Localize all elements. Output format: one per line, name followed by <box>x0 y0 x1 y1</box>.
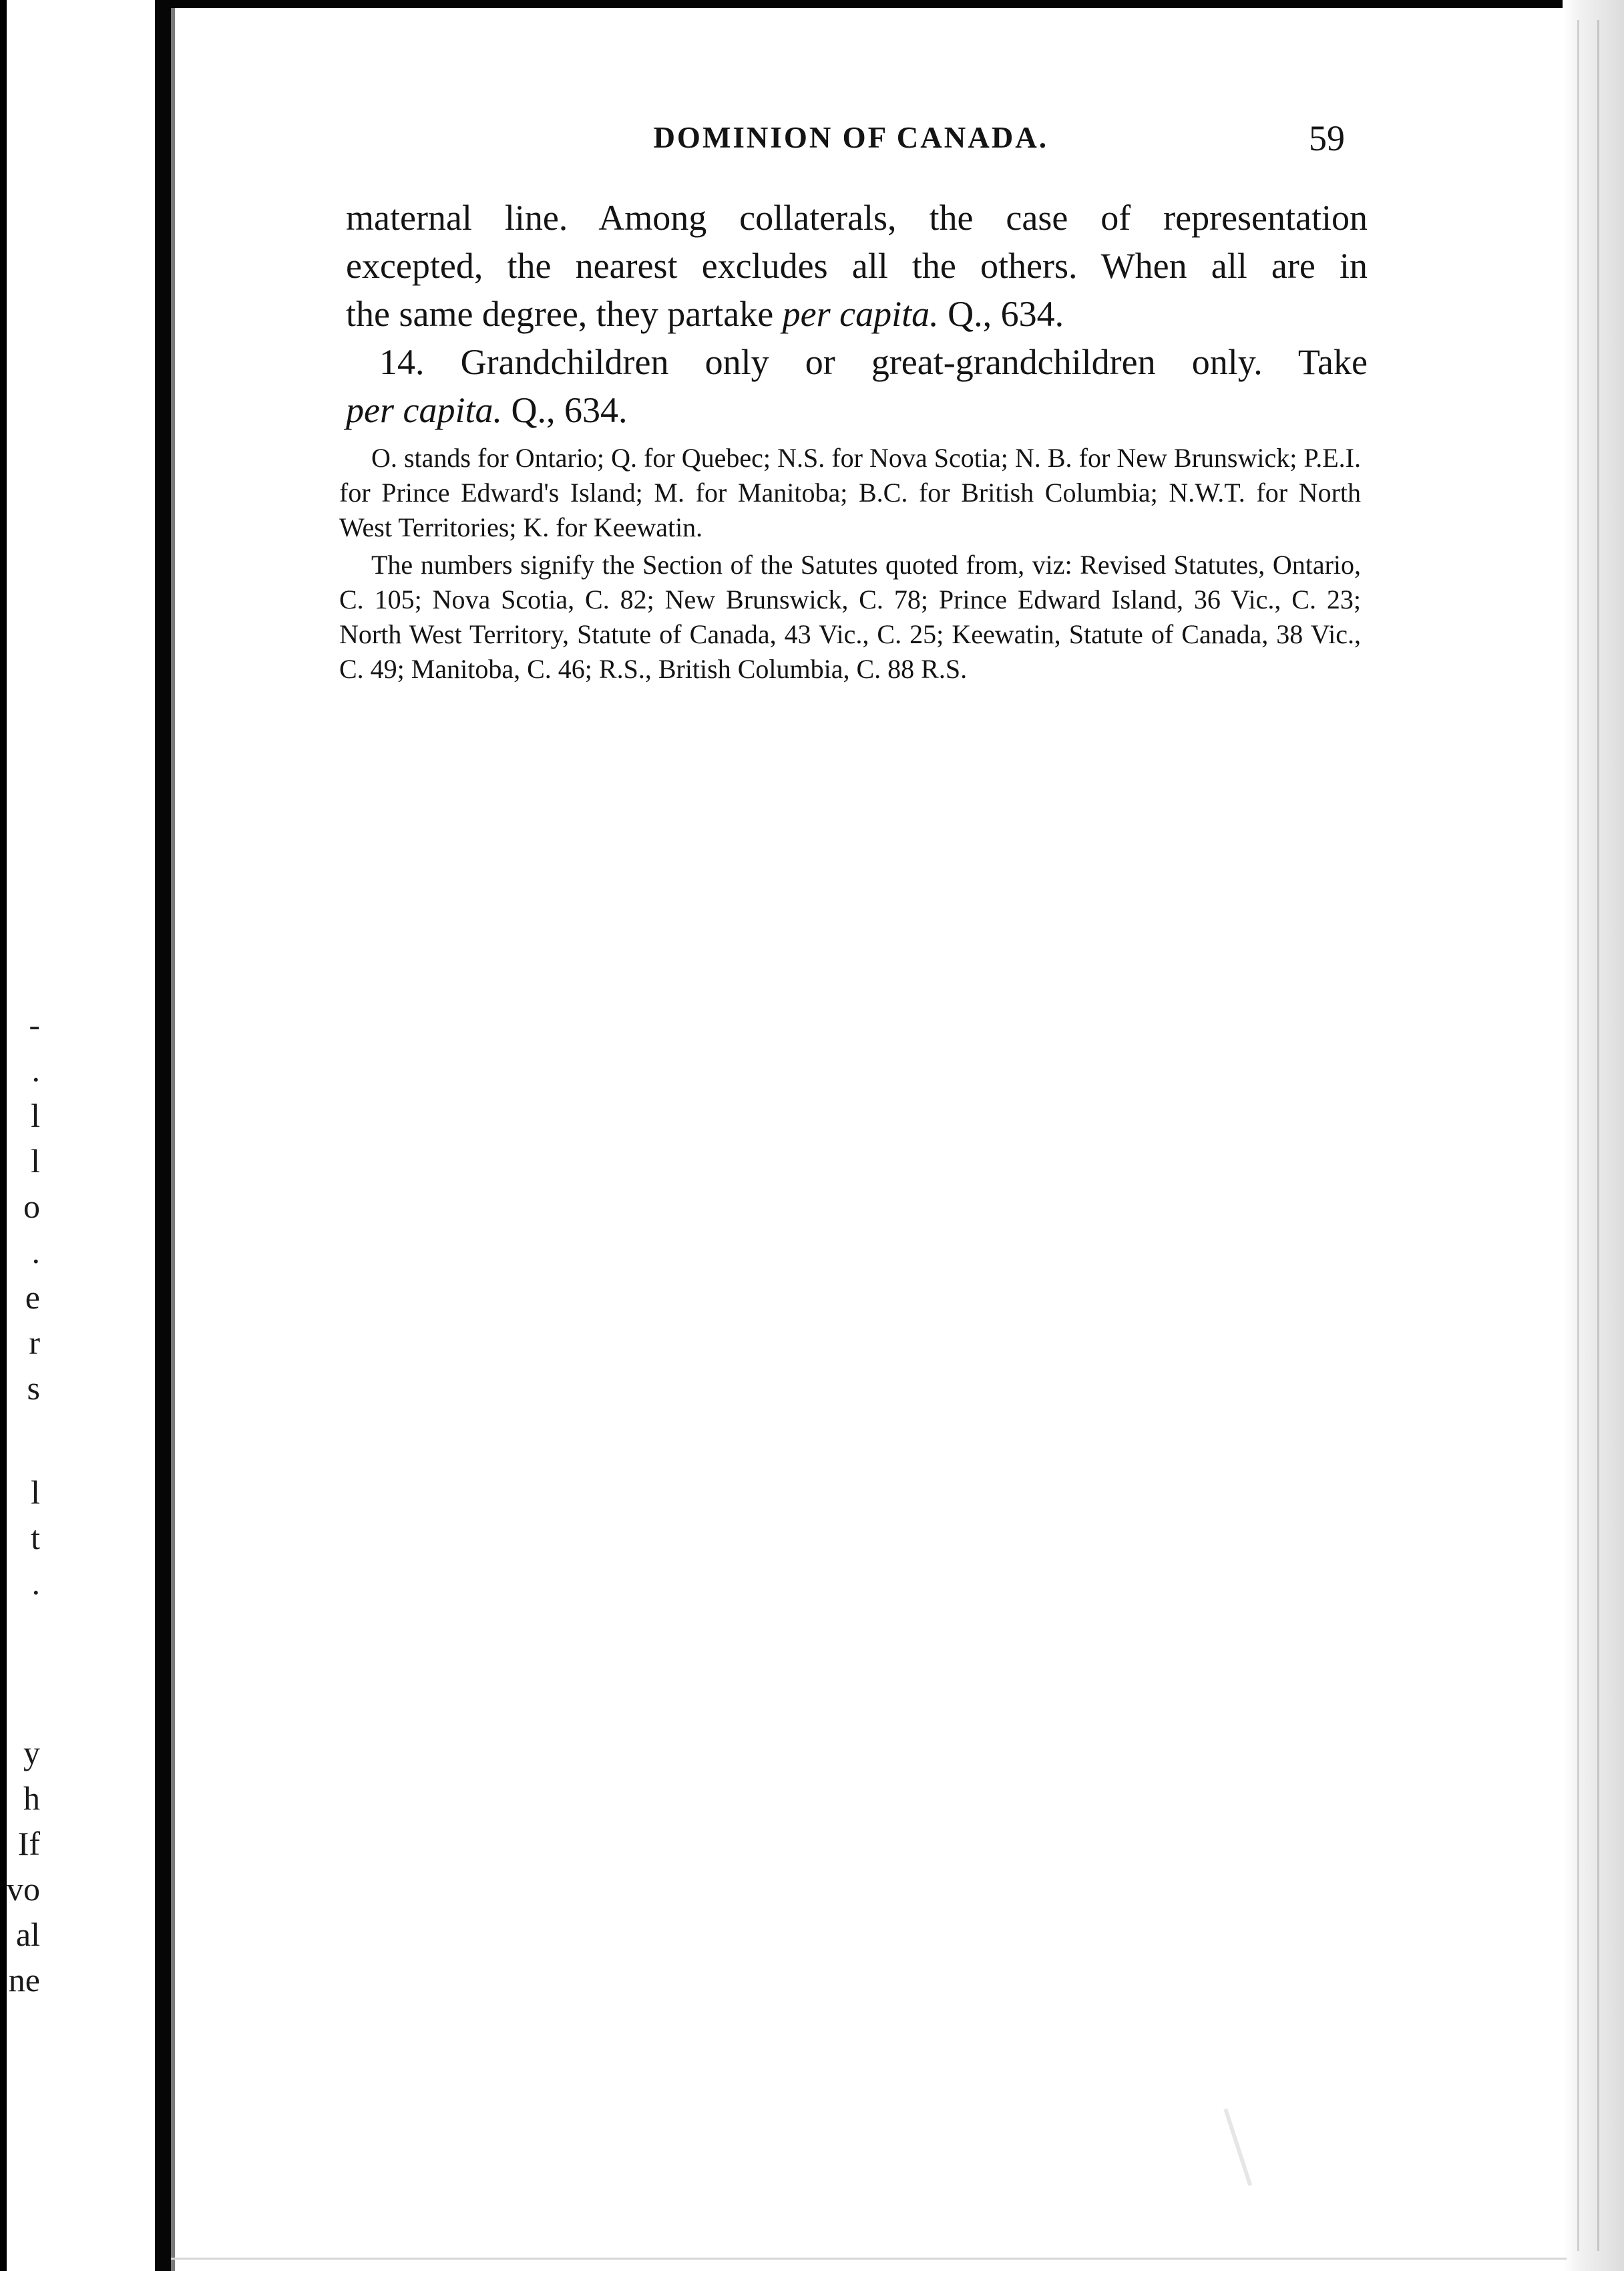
text-run: the same degree, they partake <box>346 294 783 334</box>
citation: Q., 634. <box>938 294 1064 334</box>
paragraph-14 <box>346 338 1368 434</box>
page-edge-line <box>1577 20 1579 2251</box>
facing-letter: l <box>31 1097 40 1134</box>
facing-page-fragment <box>0 1730 40 2002</box>
facing-letter: t <box>31 1519 40 1556</box>
page-number: 59 <box>1309 118 1345 158</box>
facing-letter: e <box>25 1278 40 1316</box>
note-statutes: The numbers signify the Section of the Satutes quoted from, viz: Revised Statutes, Ontario, C. 105; Nova Scotia, C. 82; New Brunswick, C. 78; Prince Edward Island, 36 Vic., C. 23; North West Territory, Statute of Canada, 43 Vic., C. 25; Keewatin, Statute of Canada, 38 Vic., C. 49; Manitoba, C. 46; R.S., British Columbia, C. 88 R.S. <box>339 550 1361 684</box>
italic-term: per capita. <box>346 390 502 430</box>
facing-letter: . <box>31 1051 40 1089</box>
facing-letter: s <box>27 1369 40 1407</box>
note-abbreviations: O. stands for Ontario; Q. for Quebec; N.S. for Nova Scotia; N. B. for New Brunswick; P.E.I. for Prince Edward's Island; M. for Manitoba; B.C. for British Columbia; N.W.T. for North West Territories; K. for Keewatin. <box>339 443 1361 542</box>
facing-letter: ne <box>8 1961 40 1998</box>
text-line: maternal line. Among collaterals, the case of representation <box>346 198 1368 238</box>
facing-letter: l <box>31 1473 40 1511</box>
gutter-edge <box>171 0 175 2271</box>
italic-term: per capita. <box>782 294 939 334</box>
abbreviation-notes <box>339 441 1361 689</box>
facing-page-fragment <box>0 1469 40 1606</box>
text-line: 14. Grandchildren only or great-grandchildren only. Take <box>379 342 1368 382</box>
text-line <box>346 386 1368 434</box>
citation: Q., 634. <box>501 390 628 430</box>
page-edge-shadow <box>1563 0 1624 2271</box>
facing-letter: . <box>31 1564 40 1602</box>
running-head: DOMINION OF CANADA. <box>653 121 1048 154</box>
facing-page-fragment <box>0 1002 40 1411</box>
facing-letter: h <box>23 1779 40 1817</box>
facing-letter: y <box>23 1734 40 1771</box>
facing-letter: vo <box>7 1870 40 1908</box>
paragraph-13 <box>346 194 1368 338</box>
facing-letter: If <box>17 1825 40 1862</box>
scan-top-border <box>171 0 1624 8</box>
facing-letter: r <box>29 1324 40 1361</box>
show-through-mark <box>1223 2102 1271 2186</box>
facing-letter: l <box>31 1142 40 1180</box>
facing-letter: - <box>29 1006 40 1043</box>
page-bottom-edge <box>171 2258 1567 2260</box>
page-edge-line <box>1597 20 1599 2251</box>
text-line <box>346 290 1368 338</box>
book-gutter <box>155 0 171 2271</box>
facing-letter: . <box>31 1233 40 1270</box>
facing-letter: o <box>23 1188 40 1225</box>
text-line: excepted, the nearest excludes all the others. When all are in <box>346 246 1368 286</box>
body-text <box>346 194 1368 434</box>
facing-letter: al <box>15 1916 40 1953</box>
